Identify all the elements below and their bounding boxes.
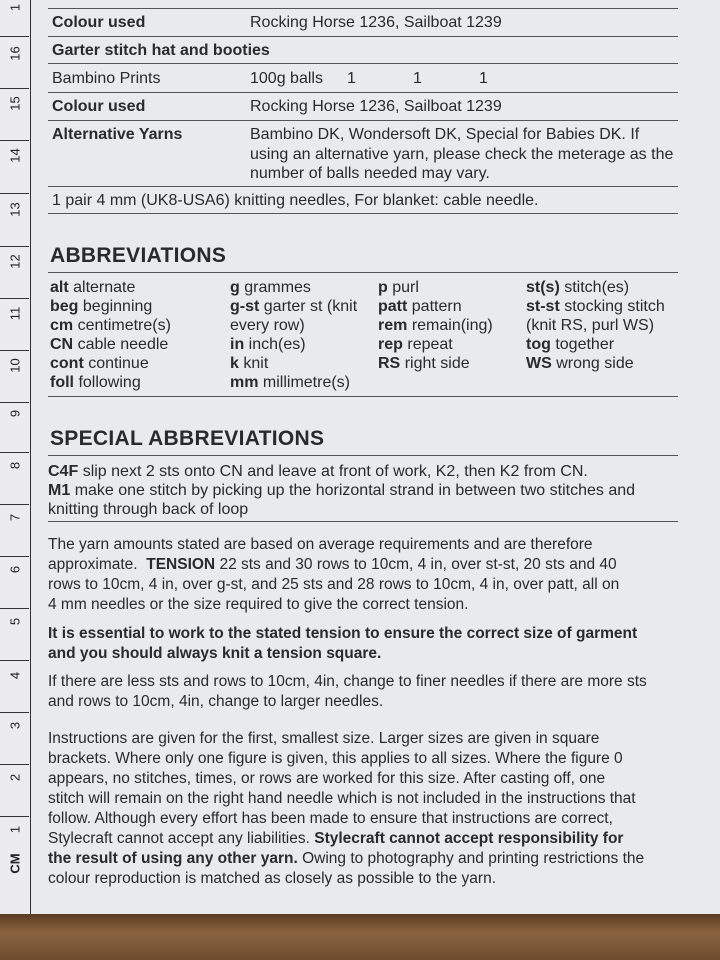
bambino-count: 1	[347, 70, 356, 87]
abbrev-entry-cont: knitting through back of loop	[48, 501, 249, 518]
ruler-label: 6	[7, 565, 23, 574]
colour-used-value: Rocking Horse 1236, Sailboat 1239	[250, 98, 502, 115]
ruler-label: 12	[7, 254, 23, 269]
colour-used-value: Rocking Horse 1236, Sailboat 1239	[250, 14, 502, 31]
abbrev-entry: M1 make one stitch by picking up the horizontal strand in between two stitches and	[48, 482, 636, 499]
abbrev-entry: k knit	[230, 355, 269, 372]
abbreviations-heading: ABBREVIATIONS	[50, 244, 227, 267]
ruler-label: 14	[7, 148, 23, 163]
abbrev-entry: cm centimetre(s)	[50, 317, 171, 334]
ruler-label: 9	[7, 409, 23, 418]
bambino-count: 1	[479, 70, 488, 87]
abbrev-entry: st(s) stitch(es)	[526, 279, 630, 296]
abbrev-entry: C4F slip next 2 sts onto CN and leave at front of work, K2, then K2 from CN.	[48, 463, 588, 480]
ruler-label: 15	[7, 96, 23, 111]
abbrev-col-4	[526, 278, 665, 373]
abbrev-col-2	[230, 278, 357, 392]
ruler-unit-label: CM	[7, 853, 23, 874]
abbrev-entry: tog together	[526, 336, 615, 353]
ruler-label: 4	[7, 671, 23, 680]
abbrev-entry: every row)	[230, 317, 305, 334]
abbrev-col-3	[378, 278, 493, 373]
ruler-label: 1	[7, 825, 23, 834]
abbrev-entry: WS wrong side	[526, 355, 634, 372]
abbrev-entry: CN cable needle	[50, 336, 169, 353]
abbrev-entry: g grammes	[230, 279, 311, 296]
abbrev-entry: g-st garter st (knit	[230, 298, 358, 315]
ruler-label: 3	[7, 721, 23, 730]
cm-ruler	[0, 0, 31, 918]
ruler-label: 13	[7, 202, 23, 217]
ruler-label: 1	[7, 3, 23, 12]
bambino-unit: 100g balls	[250, 70, 323, 87]
abbrev-entry: rem remain(ing)	[378, 317, 493, 334]
alternative-yarns-line: Bambino DK, Wondersoft DK, Special for Babies DK. If	[250, 126, 640, 143]
ruler-label: 10	[7, 358, 23, 373]
needle-adjust-note: If there are less sts and rows to 10cm, 4in, change to finer needles if there are more sts and rows to 10cm, 4in, change to larger needles.	[48, 673, 647, 710]
bambino-count: 1	[413, 70, 422, 87]
abbrev-entry: in inch(es)	[230, 336, 306, 353]
abbrev-entry: cont continue	[50, 355, 149, 372]
abbrev-entry: RS right side	[378, 355, 470, 372]
abbrev-entry: foll following	[50, 374, 141, 391]
abbrev-entry: patt pattern	[378, 298, 462, 315]
ruler-label: 2	[7, 773, 23, 782]
alternative-yarns-label: Alternative Yarns	[52, 126, 183, 143]
section-garter-heading: Garter stitch hat and booties	[52, 42, 270, 59]
ruler-label: 11	[7, 306, 23, 321]
abbrev-entry: mm millimetre(s)	[230, 374, 351, 391]
essential-tension-note: It is essential to work to the stated tension to ensure the correct size of garment and you should always knit a tension square.	[48, 625, 638, 662]
abbrev-col-1	[50, 278, 171, 392]
instructions-paragraph: Instructions are given for the first, smallest size. Larger sizes are given in square brackets. Where only one figure is given, this applies to all sizes. Where the figure 0 appears, no stitches, times, or rows are worked for this size. After casting off, one stitch will remain on the right hand needle which is not included in the instructions that follow. Although every effort has been made to ensure that instructions are correct, Stylecraft cannot accept any liabilities. Stylecraft cannot accept responsibility for the result of using any other yarn. Owing to photography and printing restrictions the colour reproduction is matched as closely as possible to the yarn.	[48, 730, 645, 887]
ruler-label: 5	[7, 617, 23, 626]
abbrev-entry: rep repeat	[378, 336, 453, 353]
colour-used-label: Colour used	[52, 98, 146, 115]
wooden-table-edge	[0, 914, 720, 960]
colour-used-label: Colour used	[52, 14, 146, 31]
needles-requirement: 1 pair 4 mm (UK8-USA6) knitting needles, For blanket: cable needle.	[52, 192, 539, 209]
abbrev-entry: st-st stocking stitch	[526, 298, 665, 315]
alternative-yarns-line: using an alternative yarn, please check the meterage as the	[250, 146, 674, 163]
alternative-yarns-line: number of balls needed may vary.	[250, 165, 490, 182]
abbrev-entry: beg beginning	[50, 298, 153, 315]
special-abbreviations-heading: SPECIAL ABBREVIATIONS	[50, 427, 325, 450]
abbrev-entry: (knit RS, purl WS)	[526, 317, 655, 334]
abbrev-entry: alt alternate	[50, 279, 136, 296]
ruler-label: 7	[7, 513, 23, 522]
ruler-label: 8	[7, 461, 23, 470]
ruler-label: 16	[7, 46, 23, 61]
abbrev-entry: p purl	[378, 279, 419, 296]
tension-paragraph: The yarn amounts stated are based on average requirements and are therefore approximate. TENSION 22 sts and 30 rows to 10cm, 4 in, over st-st, 20 sts and 40 rows to 10cm, 4 in, over g-st, and 25 sts and 28 rows to 10cm, 4 in, over patt, all on 4 mm needles or the size required to give the correct tension.	[48, 536, 620, 613]
special-abbrev-list	[48, 462, 678, 519]
bambino-label: Bambino Prints	[52, 70, 161, 87]
